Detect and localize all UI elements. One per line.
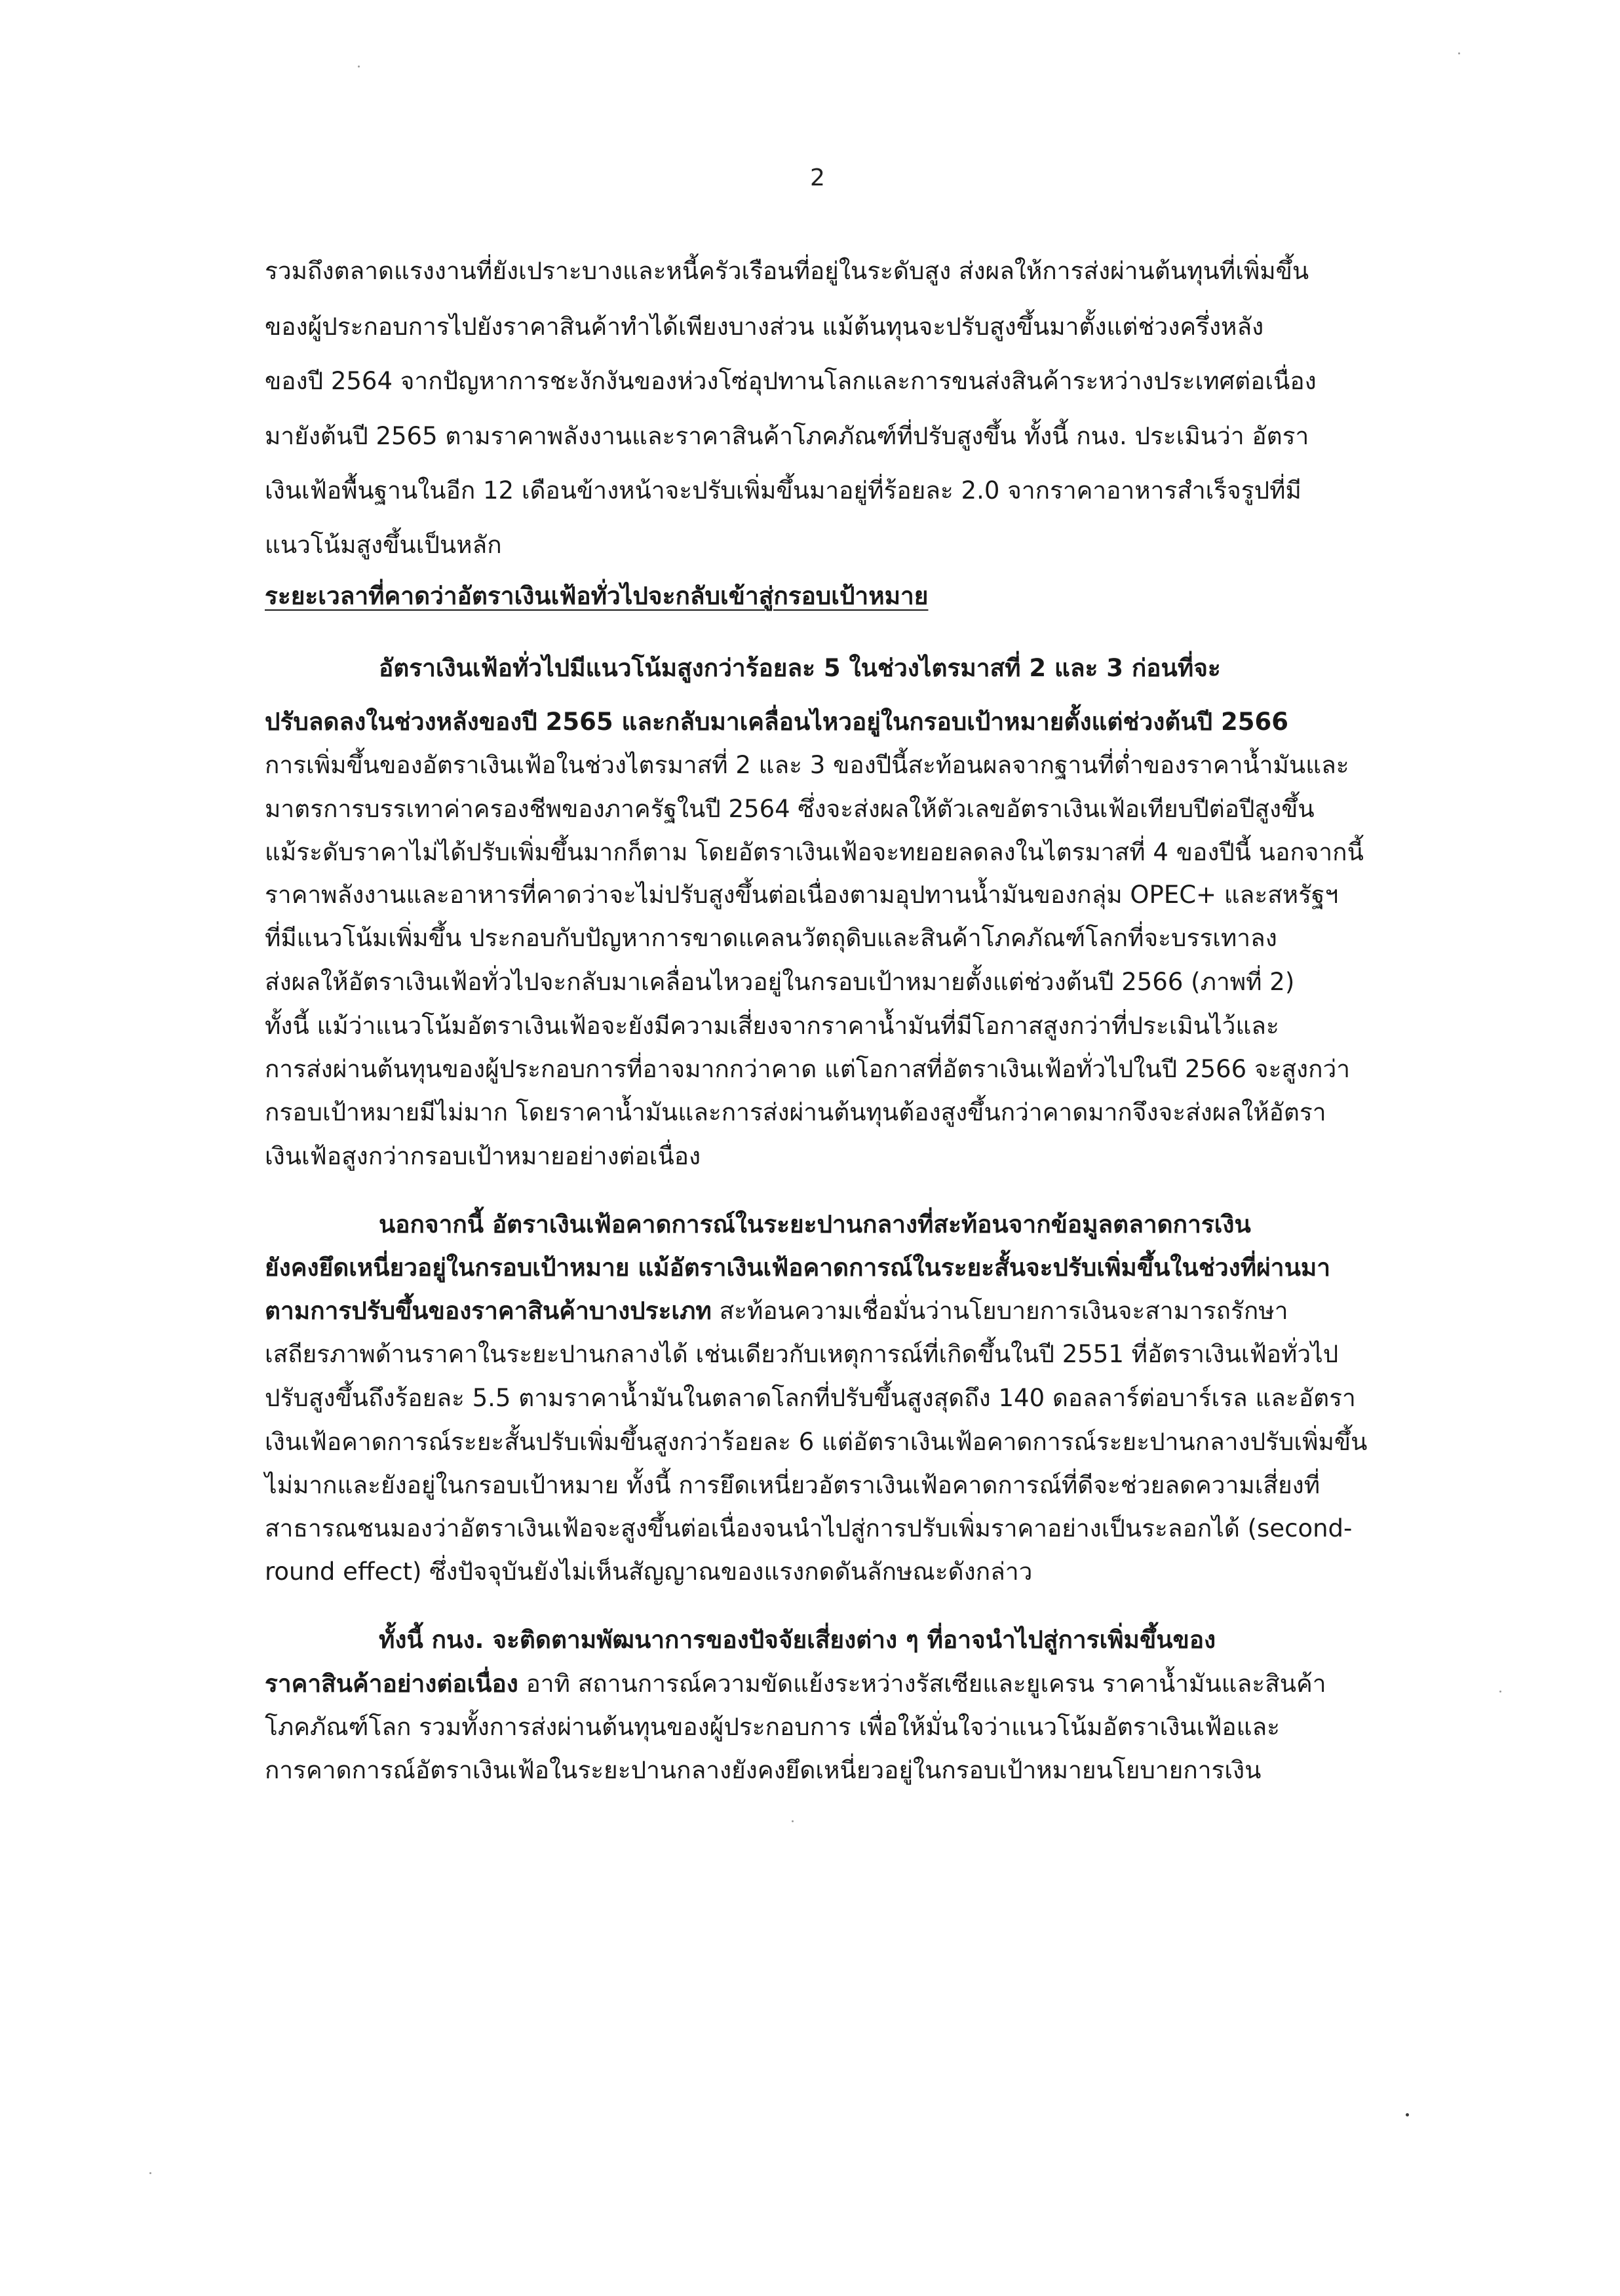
paragraph-lead-bold: อัตราเงินเฟ้อทั่วไปมีแนวโน้มสูงกว่าร้อยละ 5 ในช่วงไตรมาสที่ 2 และ 3 ก่อนที่จะ: [379, 654, 1221, 682]
paragraph-line: เงินเฟ้อพื้นฐานในอีก 12 เดือนข้างหน้าจะปรับเพิ่มขึ้นมาอยู่ที่ร้อยละ 2.0 จากราคาอาหารสำเร็จรูปที่มี: [265, 476, 1302, 505]
mixed-rest: อาทิ สถานการณ์ความขัดแย้งระหว่างรัสเซียและยูเครน ราคาน้ำมันและสินค้า: [518, 1670, 1326, 1698]
paragraph-line: มาตรการบรรเทาค่าครองชีพของภาครัฐในปี 2564 ซึ่งจะส่งผลให้ตัวเลขอัตราเงินเฟ้อเทียบปีต่อปีสูงขึ้น: [265, 795, 1315, 823]
paragraph-line: ราคาพลังงานและอาหารที่คาดว่าจะไม่ปรับสูงขึ้นต่อเนื่องตามอุปทานน้ำมันของกลุ่ม OPEC+ และสหรัฐฯ: [265, 881, 1339, 909]
paragraph-line: เสถียรภาพด้านราคาในระยะปานกลางได้ เช่นเดียวกับเหตุการณ์ที่เกิดขึ้นในปี 2551 ที่อัตราเงินเฟ้อทั่วไป: [265, 1340, 1339, 1368]
paragraph-line: มายังต้นปี 2565 ตามราคาพลังงานและราคาสินค้าโภคภัณฑ์ที่ปรับสูงขึ้น ทั้งนี้ กนง. ประเมินว่า อัตรา: [265, 422, 1309, 450]
section-heading: ระยะเวลาที่คาดว่าอัตราเงินเฟ้อทั่วไปจะกลับเข้าสู่กรอบเป้าหมาย: [265, 582, 929, 610]
paragraph-line: เงินเฟ้อสูงกว่ากรอบเป้าหมายอย่างต่อเนื่อง: [265, 1142, 701, 1170]
paragraph-line: การส่งผ่านต้นทุนของผู้ประกอบการที่อาจมากกว่าคาด แต่โอกาสที่อัตราเงินเฟ้อทั่วไปในปี 2566 จะสูงกว่า: [265, 1055, 1351, 1083]
scan-speck: [792, 1820, 794, 1822]
paragraph-line: โภคภัณฑ์โลก รวมทั้งการส่งผ่านต้นทุนของผู้ประกอบการ เพื่อให้มั่นใจว่าแนวโน้มอัตราเงินเฟ้อและ: [265, 1713, 1281, 1741]
paragraph-line: รวมถึงตลาดแรงงานที่ยังเปราะบางและหนี้ครัวเรือนที่อยู่ในระดับสูง ส่งผลให้การส่งผ่านต้นทุนที่เพิ่มขึ้น: [265, 257, 1309, 285]
paragraph-line: ของปี 2564 จากปัญหาการชะงักงันของห่วงโซ่อุปทานโลกและการขนส่งสินค้าระหว่างประเทศต่อเนื่อง: [265, 367, 1317, 395]
scan-speck: [1458, 52, 1460, 54]
scan-speck: [149, 2172, 151, 2174]
paragraph-line: ส่งผลให้อัตราเงินเฟ้อทั่วไปจะกลับมาเคลื่อนไหวอยู่ในกรอบเป้าหมายตั้งแต่ช่วงต้นปี 2566 (ภาพที่ 2): [265, 968, 1295, 996]
bold-prefix: ราคาสินค้าอย่างต่อเนื่อง: [265, 1670, 518, 1698]
paragraph-line: ปรับสูงขึ้นถึงร้อยละ 5.5 ตามราคาน้ำมันในตลาดโลกที่ปรับขึ้นสูงสุดถึง 140 ดอลลาร์ต่อบาร์เรล และอัตรา: [265, 1384, 1356, 1412]
paragraph-lead-bold: นอกจากนี้ อัตราเงินเฟ้อคาดการณ์ในระยะปานกลางที่สะท้อนจากข้อมูลตลาดการเงิน: [379, 1210, 1251, 1238]
paragraph-line: เงินเฟ้อคาดการณ์ระยะสั้นปรับเพิ่มขึ้นสูงกว่าร้อยละ 6 แต่อัตราเงินเฟ้อคาดการณ์ระยะปานกลางปรับเพิ่มขึ้น: [265, 1428, 1368, 1456]
paragraph-line: ไม่มากและยังอยู่ในกรอบเป้าหมาย ทั้งนี้ การยึดเหนี่ยวอัตราเงินเฟ้อคาดการณ์ที่ดีจะช่วยลดความเสี่ยงที่: [265, 1471, 1321, 1499]
paragraph-line-mixed: [265, 1667, 1326, 1701]
paragraph-line: การเพิ่มขึ้นของอัตราเงินเฟ้อในช่วงไตรมาสที่ 2 และ 3 ของปีนี้สะท้อนผลจากฐานที่ต่ำของราคาน้ำมันและ: [265, 751, 1349, 779]
page-number: 2: [810, 164, 825, 191]
paragraph-lead-bold: ปรับลดลงในช่วงหลังของปี 2565 และกลับมาเคลื่อนไหวอยู่ในกรอบเป้าหมายตั้งแต่ช่วงต้นปี 2566: [265, 708, 1289, 736]
paragraph-lead-bold: ยังคงยึดเหนี่ยวอยู่ในกรอบเป้าหมาย แม้อัตราเงินเฟ้อคาดการณ์ในระยะสั้นจะปรับเพิ่มขึ้นในช่วงที่ผ่านมา: [265, 1253, 1331, 1282]
paragraph-line-mixed: [265, 1294, 1288, 1328]
scan-speck: [358, 66, 360, 67]
paragraph-line: กรอบเป้าหมายมีไม่มาก โดยราคาน้ำมันและการส่งผ่านต้นทุนต้องสูงขึ้นกว่าคาดมากจึงจะส่งผลให้อัตรา: [265, 1098, 1326, 1126]
paragraph-line: ที่มีแนวโน้มเพิ่มขึ้น ประกอบกับปัญหาการขาดแคลนวัตถุดิบและสินค้าโภคภัณฑ์โลกที่จะบรรเทาลง: [265, 924, 1277, 952]
scan-speck: [1499, 1691, 1501, 1693]
paragraph-line: ทั้งนี้ แม้ว่าแนวโน้มอัตราเงินเฟ้อจะยังมีความเสี่ยงจากราคาน้ำมันที่มีโอกาสสูงกว่าที่ประเมินไว้และ: [265, 1012, 1279, 1040]
paragraph-line: สาธารณชนมองว่าอัตราเงินเฟ้อจะสูงขึ้นต่อเนื่องจนนำไปสู่การปรับเพิ่มราคาอย่างเป็นระลอกได้ (second-: [265, 1514, 1353, 1542]
scan-speck: [1406, 2113, 1409, 2116]
paragraph-line: การคาดการณ์อัตราเงินเฟ้อในระยะปานกลางยังคงยึดเหนี่ยวอยู่ในกรอบเป้าหมายนโยบายการเงิน: [265, 1756, 1262, 1784]
mixed-rest: สะท้อนความเชื่อมั่นว่านโยบายการเงินจะสามารถรักษา: [711, 1297, 1288, 1325]
paragraph-line: ของผู้ประกอบการไปยังราคาสินค้าทำได้เพียงบางส่วน แม้ต้นทุนจะปรับสูงขึ้นมาตั้งแต่ช่วงครึ่งหลัง: [265, 313, 1264, 341]
paragraph-line: แนวโน้มสูงขึ้นเป็นหลัก: [265, 531, 502, 559]
paragraph-lead-bold: ทั้งนี้ กนง. จะติดตามพัฒนาการของปัจจัยเสี่ยงต่าง ๆ ที่อาจนำไปสู่การเพิ่มขึ้นของ: [379, 1626, 1216, 1654]
bold-prefix: ตามการปรับขึ้นของราคาสินค้าบางประเภท: [265, 1297, 712, 1325]
paragraph-line: แม้ระดับราคาไม่ได้ปรับเพิ่มขึ้นมากก็ตาม โดยอัตราเงินเฟ้อจะทยอยลดลงในไตรมาสที่ 4 ของปีนี้ นอกจากนี้: [265, 838, 1364, 866]
paragraph-line: round effect) ซึ่งปัจจุบันยังไม่เห็นสัญญาณของแรงกดดันลักษณะดังกล่าว: [265, 1558, 1033, 1586]
